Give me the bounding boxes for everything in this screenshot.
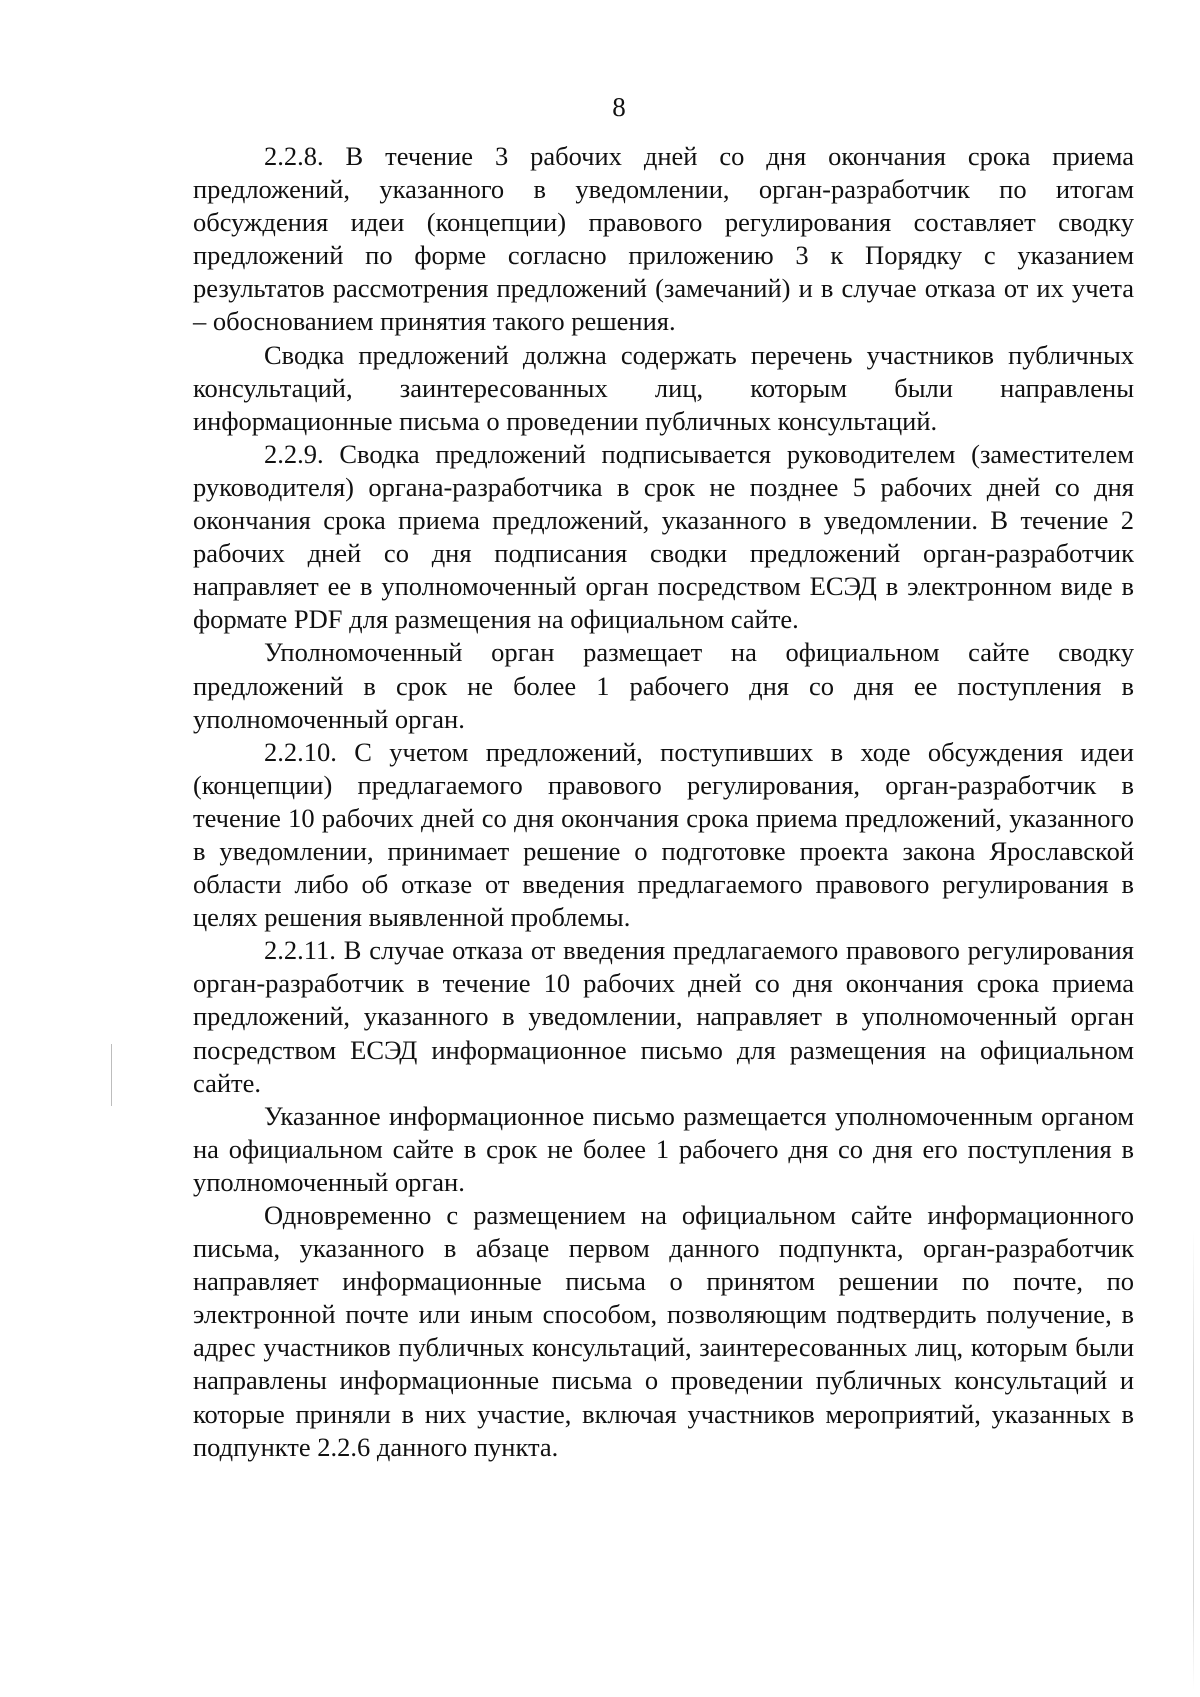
scan-artifact-edge xyxy=(1193,1230,1194,1690)
paragraph-2-2-9: 2.2.9. Сводка предложений подписывается руководителем (заместителем руководителя) органа-разработчика в срок не позднее 5 рабочих дней со дня окончания срока приема предложений, указанного в уведомлении. В течение 2 рабочих дней со дня подписания сводки предложений орган-разработчик направляет ее в уполномоченный орган посредством ЕСЭД в электронном виде в формате PDF для размещения на официальном сайте. xyxy=(193,438,1134,635)
paragraph-2-2-10: 2.2.10. С учетом предложений, поступивших в ходе обсуждения идеи (концепции) предлагаемого правового регулирования, орган-разработчик в течение 10 рабочих дней со дня окончания срока приема предложений, указанного в уведомлении, принимает решение о подготовке проекта закона Ярославской области либо об отказе от введения предлагаемого правового регулирования в целях решения выявленной проблемы. xyxy=(193,736,1134,933)
paragraph-2-2-11: 2.2.11. В случае отказа от введения предлагаемого правового регулирования орган-разработчик в течение 10 рабочих дней со дня окончания срока приема предложений, указанного в уведомлении, направляет в уполномоченный орган посредством ЕСЭД информационное письмо для размещения на официальном сайте. xyxy=(193,935,1134,1098)
paragraph-summary-publication: Уполномоченный орган размещает на официальном сайте сводку предложений в срок не более 1 рабочего дня со дня ее поступления в уполномоченный орган. xyxy=(193,637,1134,734)
paragraph-info-letter-publication: Указанное информационное письмо размещается уполномоченным органом на официальном сайте в срок не более 1 рабочего дня со дня его поступления в уполномоченный орган. xyxy=(193,1100,1134,1197)
paragraph-simultaneous-notification: Одновременно с размещением на официальном сайте информационного письма, указанного в абзаце первом данного подпункта, орган-разработчик направляет информационные письма о принятом решении по почте, по электронной почте или иным способом, позволяющим подтвердить получение, в адрес участников публичных консультаций, заинтересованных лиц, которым были направлены информационные письма о проведении публичных консультаций и которые приняли в них участие, включая участников мероприятий, указанных в подпункте 2.2.6 данного пункта. xyxy=(193,1200,1134,1462)
page-number: 8 xyxy=(612,92,626,122)
paragraph-summary-contents: Сводка предложений должна содержать перечень участников публичных консультаций, заинтересованных лиц, которым были направлены информационные письма о проведении публичных консультаций. xyxy=(193,339,1134,436)
paragraph-2-2-8: 2.2.8. В течение 3 рабочих дней со дня окончания срока приема предложений, указанного в уведомлении, орган-разработчик по итогам обсуждения идеи (концепции) правового регулирования составляет сводку предложений по форме согласно приложению 3 к Порядку с указанием результатов рассмотрения предложений (замечаний) и в случае отказа от их учета – обоснованием принятия такого решения. xyxy=(193,141,1134,337)
scan-artifact-mark xyxy=(111,1044,112,1106)
document-body xyxy=(193,140,1134,1464)
